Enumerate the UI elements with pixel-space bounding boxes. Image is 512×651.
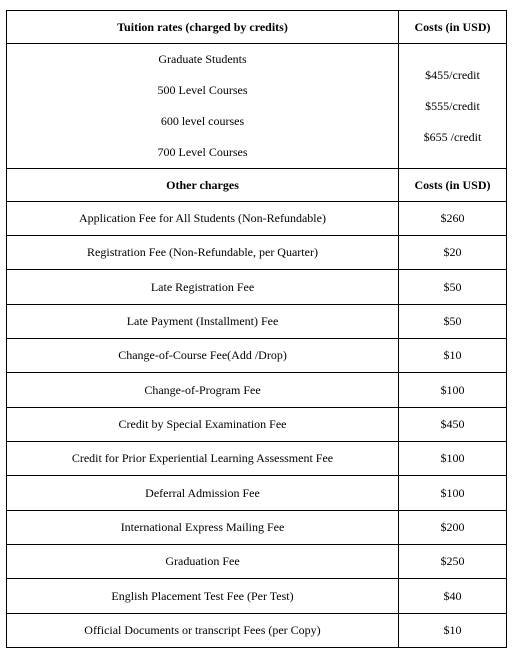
charge-name: International Express Mailing Fee — [7, 511, 399, 545]
charge-row — [7, 373, 507, 408]
charge-row — [7, 545, 507, 579]
charge-name: Graduation Fee — [7, 545, 399, 579]
charge-row — [7, 614, 507, 648]
other-charges-header-row — [7, 169, 507, 202]
charge-cost: $200 — [399, 511, 507, 545]
tuition-label: Graduate Students — [158, 52, 247, 66]
charge-cost: $250 — [399, 545, 507, 579]
charge-row — [7, 511, 507, 545]
charge-row — [7, 236, 507, 270]
charge-row — [7, 339, 507, 373]
tuition-label: 500 Level Courses — [157, 83, 248, 97]
tuition-label: 700 Level Courses — [157, 145, 248, 159]
charge-row — [7, 408, 507, 442]
charge-row — [7, 579, 507, 614]
charges-body — [7, 202, 507, 648]
charge-cost: $10 — [399, 614, 507, 648]
charge-name: Registration Fee (Non-Refundable, per Quarter) — [7, 236, 399, 270]
charge-row — [7, 476, 507, 511]
charge-cost: $50 — [399, 305, 507, 339]
tuition-cost: $555/credit — [425, 98, 480, 113]
tuition-header-cost: Costs (in USD) — [399, 11, 507, 44]
charge-row — [7, 442, 507, 476]
charge-cost: $20 — [399, 236, 507, 270]
charge-name: Late Payment (Installment) Fee — [7, 305, 399, 339]
charge-cost: $10 — [399, 339, 507, 373]
charge-name: Credit by Special Examination Fee — [7, 408, 399, 442]
charge-cost: $40 — [399, 579, 507, 614]
tuition-rates-row — [7, 44, 507, 169]
tuition-labels-cell — [7, 44, 399, 169]
charge-row — [7, 270, 507, 305]
charge-cost: $50 — [399, 270, 507, 305]
tuition-header-row — [7, 11, 507, 44]
charge-row — [7, 305, 507, 339]
other-charges-header-label: Other charges — [7, 169, 399, 202]
other-charges-header-cost: Costs (in USD) — [399, 169, 507, 202]
fees-table — [6, 10, 507, 648]
charge-name: English Placement Test Fee (Per Test) — [7, 579, 399, 614]
charge-name: Deferral Admission Fee — [7, 476, 399, 511]
tuition-costs-cell — [399, 44, 507, 169]
charge-cost: $450 — [399, 408, 507, 442]
charge-name: Application Fee for All Students (Non-Refundable) — [7, 202, 399, 236]
charge-name: Change-of-Program Fee — [7, 373, 399, 408]
charge-name: Credit for Prior Experiential Learning Assessment Fee — [7, 442, 399, 476]
charge-row — [7, 202, 507, 236]
charge-name: Change-of-Course Fee(Add /Drop) — [7, 339, 399, 373]
charge-cost: $260 — [399, 202, 507, 236]
tuition-cost: $655 /credit — [423, 129, 482, 144]
tuition-cost: $455/credit — [425, 67, 480, 82]
charge-cost: $100 — [399, 373, 507, 408]
tuition-header-label: Tuition rates (charged by credits) — [7, 11, 399, 44]
charge-cost: $100 — [399, 476, 507, 511]
charge-cost: $100 — [399, 442, 507, 476]
charge-name: Late Registration Fee — [7, 270, 399, 305]
tuition-label: 600 level courses — [160, 114, 245, 128]
charge-name: Official Documents or transcript Fees (per Copy) — [7, 614, 399, 648]
